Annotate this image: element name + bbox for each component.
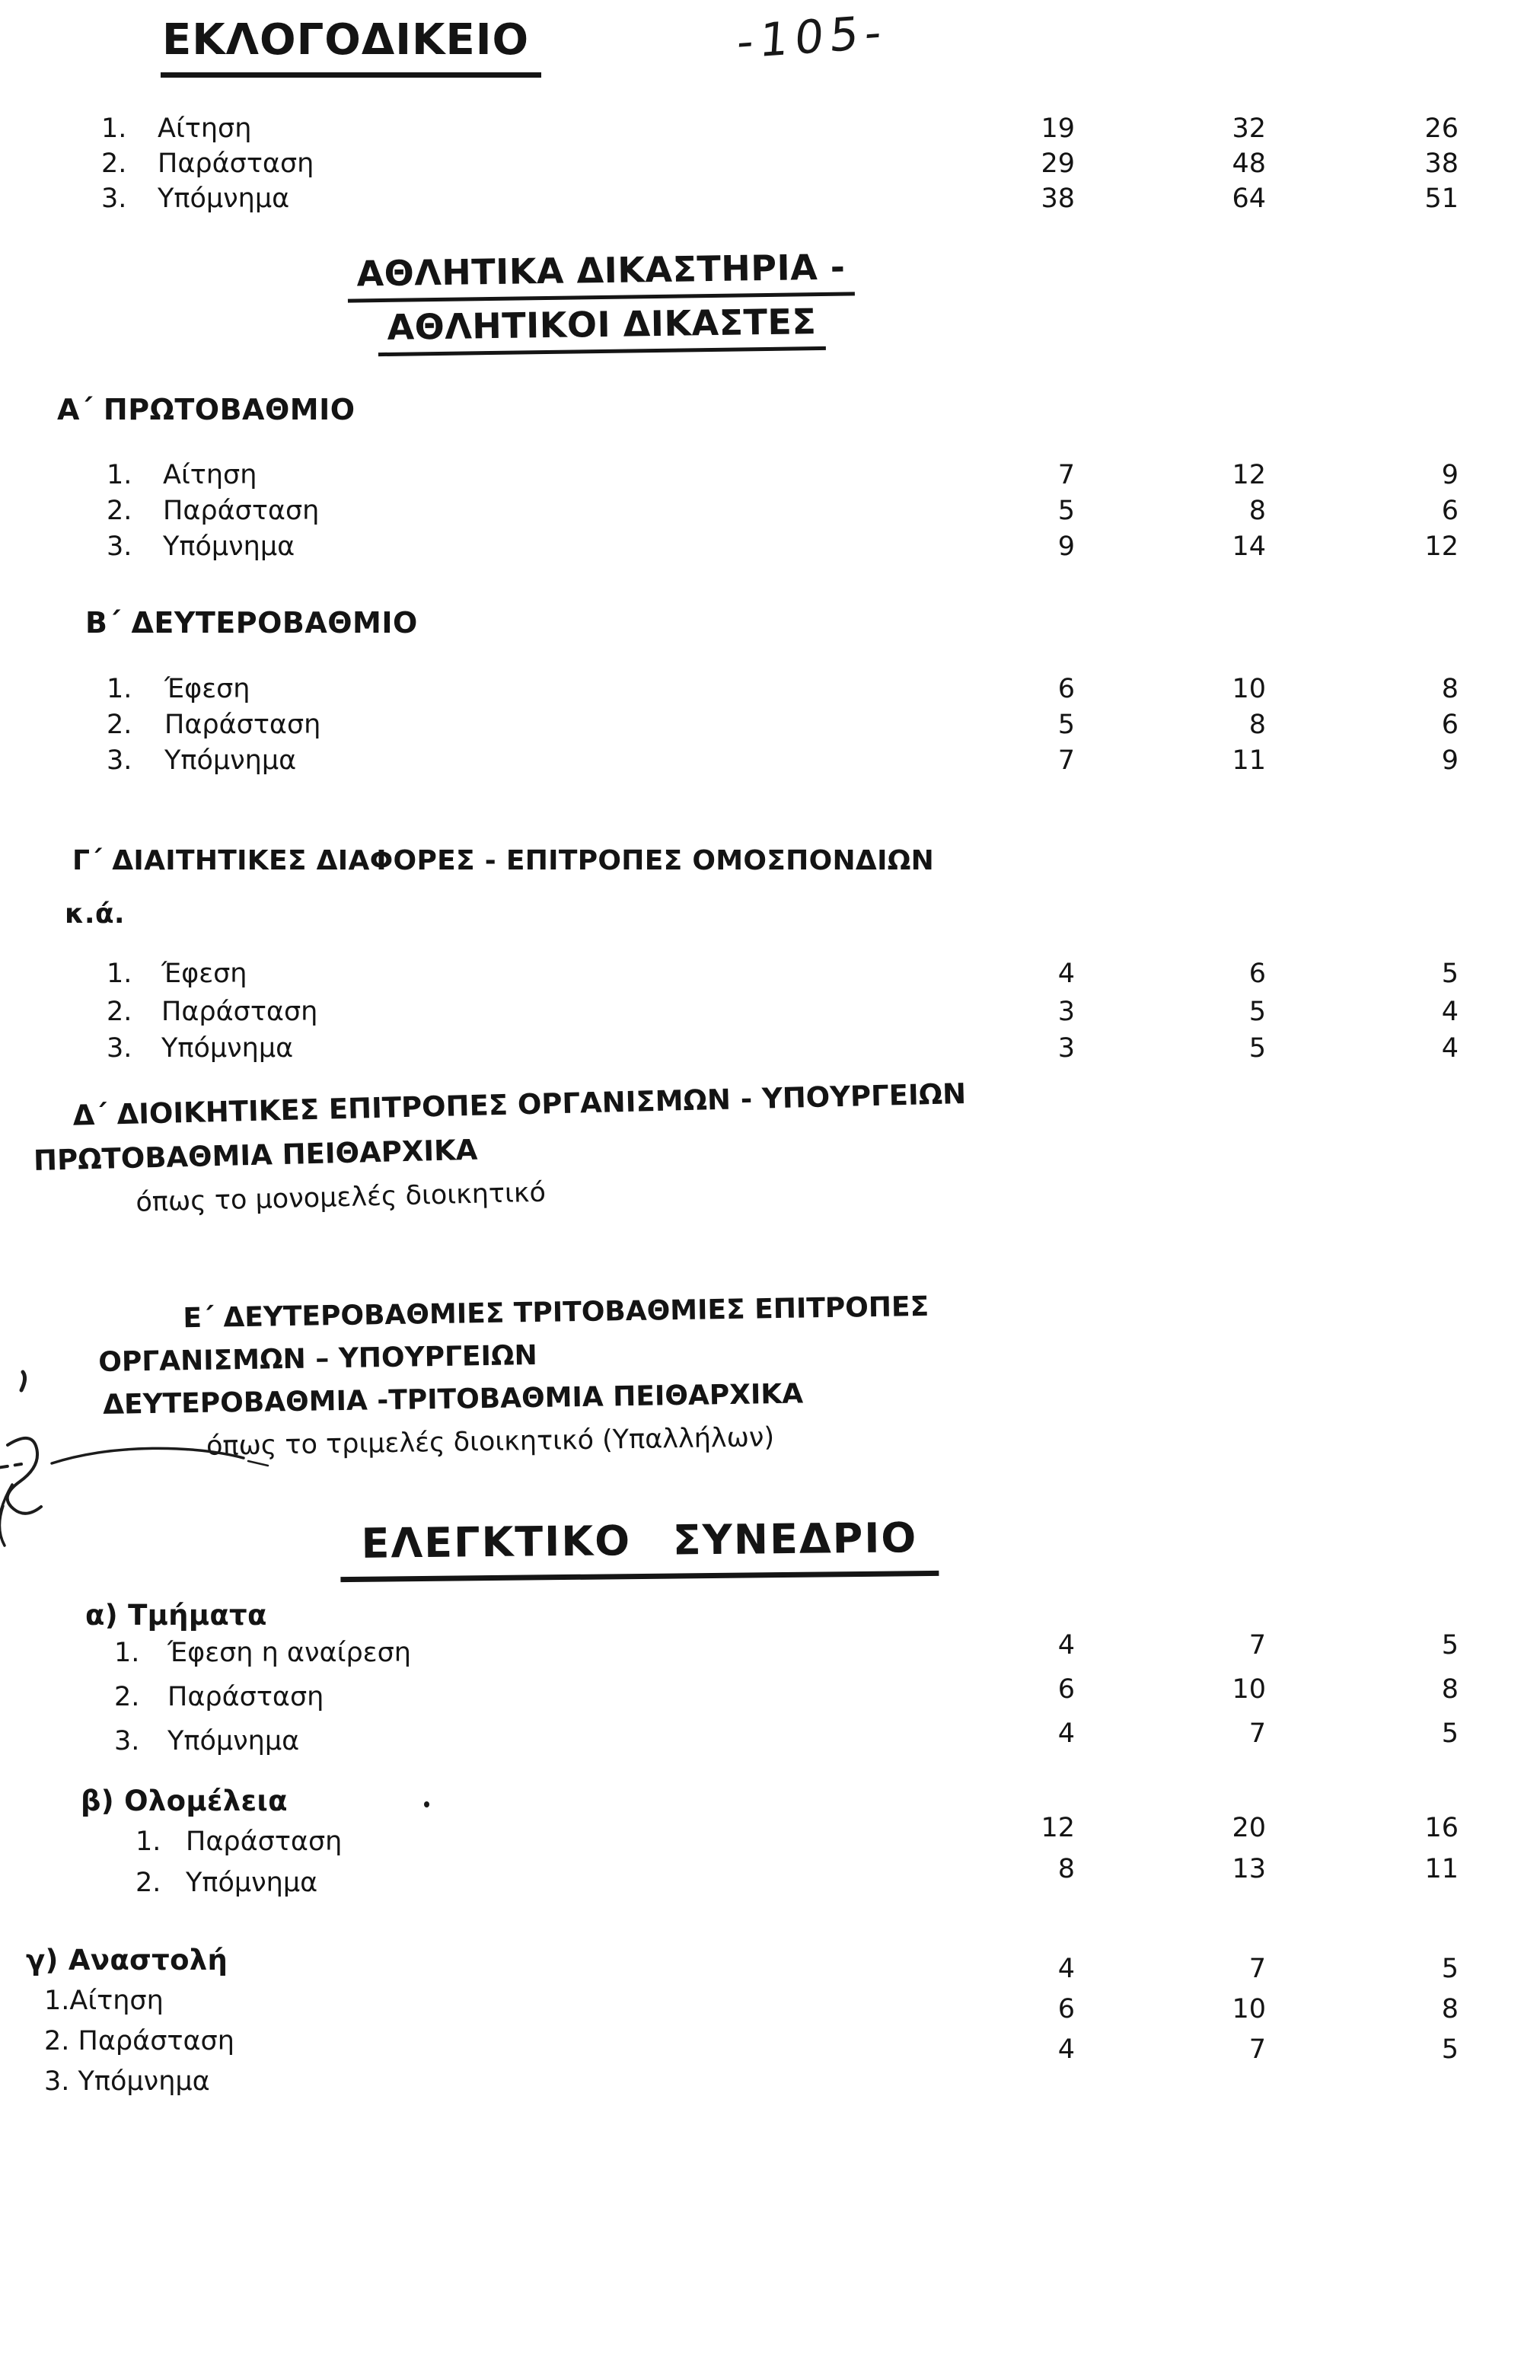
fee-value: 6 (1057, 1674, 1075, 1705)
table-row (0, 458, 1540, 494)
ink-speck (424, 1801, 429, 1807)
fee-value: 12 (1424, 531, 1459, 562)
fee-value: 10 (1232, 1994, 1266, 2024)
subsection-heading-deuterovathmies-l2: ΟΡΓΑΝΙΣΜΩΝ – ΥΠΟΥΡΓΕΙΩΝ (97, 1339, 538, 1378)
fee-value: 9 (1057, 531, 1075, 562)
fee-value: 4 (1441, 1033, 1459, 1064)
row-label: Παράσταση (164, 710, 321, 740)
fee-value: 32 (1232, 113, 1266, 144)
fee-value: 5 (1057, 496, 1075, 526)
fee-value: 5 (1441, 1718, 1459, 1749)
fee-value: 12 (1041, 1813, 1075, 1843)
table-row (0, 956, 1540, 993)
subsection-heading-dioikitikes: Δ΄ ΔΙΟΙΚΗΤΙΚΕΣ ΕΠΙΤΡΟΠΕΣ ΟΡΓΑΝΙΣΜΩΝ - ΥΠΟΥΡΓΕΙΩΝ (72, 1077, 967, 1132)
fee-value: 26 (1424, 113, 1459, 144)
table-row (0, 707, 1540, 744)
row-label: Παράσταση (186, 1826, 343, 1857)
subsection-heading-diaititikes: Γ΄ ΔΙΑΙΤΗΤΙΚΕΣ ΔΙΑΦΟΡΕΣ - ΕΠΙΤΡΟΠΕΣ ΟΜΟΣΠΟΝΔΙΩΝ (72, 845, 935, 876)
fee-value: 6 (1248, 959, 1266, 989)
row-number: 1. (101, 113, 127, 144)
row-label: Υπόμνημα (163, 531, 295, 562)
row-label: Έφεση η αναίρεση (167, 1638, 411, 1668)
fee-value: 12 (1232, 460, 1266, 490)
row-number: 2. (107, 997, 132, 1027)
row-number: 3. (107, 1033, 132, 1064)
fee-value: 9 (1441, 460, 1459, 490)
fee-value: 64 (1232, 183, 1266, 214)
row-number: 2. (107, 710, 132, 740)
subsection-heading-proto: Α΄ ΠΡΩΤΟΒΑΘΜΙΟ (57, 393, 356, 426)
fee-value: 14 (1232, 531, 1266, 562)
fee-value: 5 (1441, 1954, 1459, 1984)
fee-value: 4 (1057, 1718, 1075, 1749)
row-label: Παράσταση (163, 496, 320, 526)
fee-value: 4 (1057, 1630, 1075, 1661)
fee-value: 7 (1248, 1954, 1266, 1984)
row-number: 2. (107, 496, 132, 526)
table-row (0, 529, 1540, 566)
table-row (0, 1674, 1540, 1716)
row-number: 1. (107, 460, 132, 490)
fee-value: 7 (1248, 1630, 1266, 1661)
fee-value: 6 (1057, 1994, 1075, 2024)
section-title-line1: ΑΘΛΗΤΙΚΑ ΔΙΚΑΣΤΗΡΙΑ - (347, 246, 855, 302)
table-row (0, 146, 1540, 183)
subsection-note: όπως το μονομελές διοικητικό (136, 1177, 547, 1218)
row-number: 3. (114, 1726, 140, 1756)
fee-value: 3 (1057, 1033, 1075, 1064)
fee-value: 20 (1232, 1813, 1266, 1843)
fee-value: 29 (1041, 148, 1075, 179)
row-number: 1. (107, 959, 132, 989)
fee-value: 4 (1441, 997, 1459, 1027)
subsection-dioikitikes (32, 1072, 969, 1227)
fee-value: 38 (1424, 148, 1459, 179)
fee-value: 6 (1441, 496, 1459, 526)
section-title-athlitika (220, 244, 983, 359)
subsection-heading-diaititikes-cont: κ.ά. (65, 898, 125, 930)
row-label: Υπόμνημα (167, 1726, 300, 1756)
handwritten-page-number: -105- (735, 5, 890, 70)
fee-value: 5 (1441, 1630, 1459, 1661)
section-title-line2: ΑΘΛΗΤΙΚΟΙ ΔΙΚΑΣΤΕΣ (378, 301, 826, 356)
table-row (0, 1031, 1540, 1067)
table-row (0, 1718, 1540, 1760)
subsection-heading-deuterovathmies-l3: ΔΕΥΤΕΡΟΒΑΘΜΙΑ -ΤΡΙΤΟΒΑΘΜΙΑ ΠΕΙΘΑΡΧΙΚΑ (102, 1378, 804, 1421)
fee-value: 4 (1057, 2034, 1075, 2065)
fee-value: 5 (1057, 710, 1075, 740)
table-row (0, 1813, 1540, 1861)
fee-value: 19 (1041, 113, 1075, 144)
table-row (0, 493, 1540, 530)
subsection-heading-tmimata: α) Τμήματα (85, 1599, 267, 1632)
table-row (0, 672, 1540, 708)
table-row (0, 743, 1540, 780)
subsection-heading-dioikitikes-cont: ΠΡΩΤΟΒΑΘΜΙΑ ΠΕΙΘΑΡΧΙΚΑ (33, 1133, 478, 1177)
table-row (0, 1854, 1540, 1902)
table-row (0, 1630, 1540, 1672)
subsection-heading-deutero: Β΄ ΔΕΥΤΕΡΟΒΑΘΜΙΟ (85, 606, 418, 640)
row-number: 1. (107, 674, 132, 704)
fee-value: 5 (1441, 2034, 1459, 2065)
table-row (0, 994, 1540, 1031)
fee-value: 9 (1441, 745, 1459, 776)
fee-value: 8 (1248, 710, 1266, 740)
row-number: 2. (136, 1868, 161, 1898)
fee-value: 5 (1441, 959, 1459, 989)
row-label: 1.Αίτηση (44, 1986, 164, 2016)
row-label: Παράσταση (167, 1682, 324, 1712)
fee-value: 7 (1248, 2034, 1266, 2065)
row-label: Αίτηση (163, 460, 257, 490)
fee-value: 51 (1424, 183, 1459, 214)
row-number: 1. (114, 1638, 140, 1668)
fee-value: 7 (1057, 460, 1075, 490)
fee-value: 7 (1057, 745, 1075, 776)
row-label: 2. Παράσταση (44, 2026, 234, 2056)
row-label: Υπόμνημα (161, 1033, 294, 1064)
fee-value: 38 (1041, 183, 1075, 214)
row-number: 3. (107, 531, 132, 562)
fee-value: 6 (1441, 710, 1459, 740)
fee-value: 8 (1441, 1994, 1459, 2024)
fee-value: 11 (1232, 745, 1266, 776)
row-number: 2. (101, 148, 127, 179)
fee-value: 48 (1232, 148, 1266, 179)
page-title: ΕΚΛΟΓΟΔΙΚΕΙΟ (161, 15, 541, 78)
section-title-text: ΕΛΕΓΚΤΙΚΟ ΣΥΝΕΔΡΙΟ (340, 1514, 939, 1582)
fee-value: 13 (1232, 1854, 1266, 1884)
subsection-heading-olomeleia: β) Ολομέλεια (81, 1785, 288, 1817)
fee-value: 3 (1057, 997, 1075, 1027)
fee-value: 4 (1057, 959, 1075, 989)
fee-value: 16 (1424, 1813, 1459, 1843)
row-label: Έφεση (161, 959, 247, 989)
fee-value: 5 (1248, 1033, 1266, 1064)
section-title-elegktiko (289, 1513, 990, 1583)
subsection-heading-deuterovathmies: Ε΄ ΔΕΥΤΕΡΟΒΑΘΜΙΕΣ ΤΡΙΤΟΒΑΘΜΙΕΣ ΕΠΙΤΡΟΠΕΣ (183, 1290, 929, 1335)
subsection-heading-anastoli: γ) Αναστολή (26, 1944, 228, 1976)
fee-value: 8 (1441, 674, 1459, 704)
table-row (0, 111, 1540, 148)
subsection-note: όπως το τριμελές διοικητικό (Υπαλλήλων) (206, 1422, 775, 1462)
margin-scribble (0, 1369, 277, 1548)
fee-value: 8 (1248, 496, 1266, 526)
fee-value: 5 (1248, 997, 1266, 1027)
fee-value: 4 (1057, 1954, 1075, 1984)
row-label: Υπόμνημα (164, 745, 297, 776)
row-label: Παράσταση (161, 997, 318, 1027)
row-label: 3. Υπόμνημα (44, 2066, 210, 2097)
fee-value: 11 (1424, 1854, 1459, 1884)
fee-value: 10 (1232, 1674, 1266, 1705)
fee-value: 7 (1248, 1718, 1266, 1749)
row-label: Αίτηση (158, 113, 252, 144)
fee-value: 8 (1057, 1854, 1075, 1884)
table-row (0, 181, 1540, 218)
row-number: 3. (101, 183, 127, 214)
row-label: Έφεση (164, 674, 250, 704)
row-label: Υπόμνημα (158, 183, 290, 214)
fee-value: 10 (1232, 674, 1266, 704)
row-number: 2. (114, 1682, 140, 1712)
row-number: 1. (136, 1826, 161, 1857)
row-number: 3. (107, 745, 132, 776)
fee-value: 6 (1057, 674, 1075, 704)
fee-value: 8 (1441, 1674, 1459, 1705)
row-label: Παράσταση (158, 148, 314, 179)
row-label: Υπόμνημα (186, 1868, 318, 1898)
